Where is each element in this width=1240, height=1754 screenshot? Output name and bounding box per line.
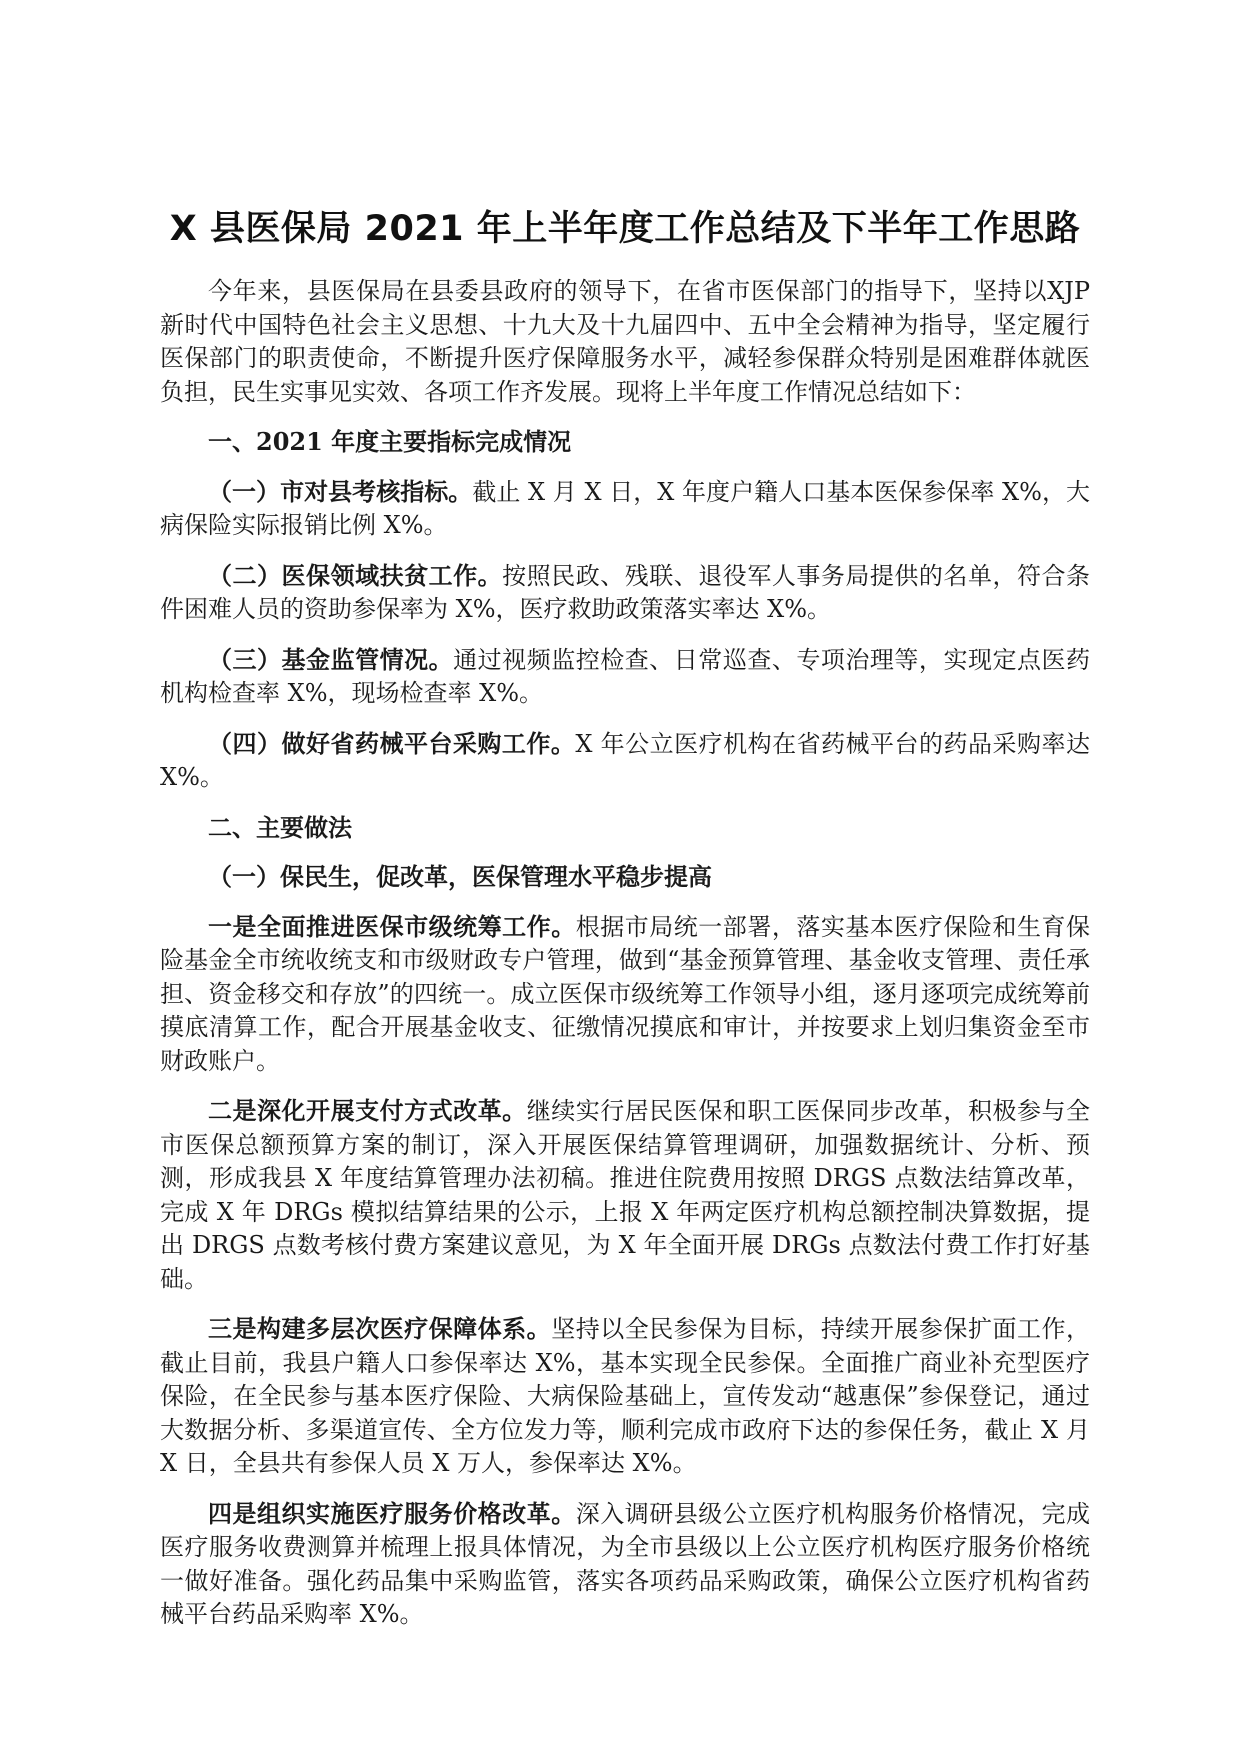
paragraph-text: 深入调研县级公立医疗机构服务价格情况，完成医疗服务收费测算并梳理上报具体情况，为全市县级以上公立医疗机构医疗服务价格统一做好准备。强化药品集中采购监管，落实各项药品采购政策，确保公立医疗机构省药械平台药品采购率 X%。: [160, 1499, 1091, 1628]
paragraph-lead: （一）市对县考核指标。: [208, 476, 473, 506]
paragraph-lead: 三是构建多层次医疗保障体系。: [208, 1314, 552, 1343]
paragraph-lead: 四是组织实施医疗服务价格改革。: [208, 1498, 576, 1528]
paragraph-text: X 年公立医疗机构在省药械平台的药品采购率达 X%。: [160, 729, 1090, 791]
document-title: X 县医保局 2021 年上半年度工作总结及下半年工作思路: [169, 209, 1081, 249]
paragraph-lead: （三）基金监管情况。: [208, 644, 454, 674]
subsection-heading: （一）保民生，促改革，医保管理水平稳步提高: [208, 862, 712, 891]
paragraph-text: 按照民政、残联、退役军人事务局提供的名单，符合条件困难人员的资助参保率为 X%，医疗救助政策落实率达 X%。: [160, 561, 1090, 623]
practice-paragraph-3: [160, 1312, 1090, 1481]
paragraph-text: 继续实行居民医保和职工医保同步改革，积极参与全市医保总额预算方案的制订，深入开展医保结算管理调研，加强数据统计、分析、预测，形成我县 X 年度结算管理办法初稿。推进住院费用按照 DRGS 点数法结算改革，完成 X 年 DRGs 模拟结算结果的公示，上报 X 年两定医疗机构总额控制决算数据，提出 DRGS 点数考核付费方案建议意见，为 X 年全面开展 DRGs 点数法付费工作打好基础。: [160, 1097, 1091, 1293]
paragraph-text: 通过视频监控检查、日常巡查、专项治理等，实现定点医药机构检查率 X%，现场检查率 X%。: [160, 645, 1091, 707]
section-heading-1: 一、2021 年度主要指标完成情况: [208, 427, 572, 456]
document-page: [160, 205, 1090, 1632]
paragraph-lead: 一是全面推进医保市级统筹工作。: [208, 911, 576, 941]
indicator-paragraph-3: [160, 643, 1090, 711]
paragraph-lead: （二）医保领域扶贫工作。: [208, 560, 503, 590]
paragraph-lead: （四）做好省药械平台采购工作。: [208, 728, 576, 758]
paragraph-text: 截止 X 月 X 日，X 年度户籍人口基本医保参保率 X%，大病保险实际报销比例 X%。: [160, 477, 1091, 539]
intro-paragraph: 今年来，县医保局在县委县政府的领导下，在省市医保部门的指导下，坚持以XJP新时代中国特色社会主义思想、十九大及十九届四中、五中全会精神为指导，坚定履行医保部门的职责使命，不断提升医疗保障服务水平，减轻参保群众特别是困难群体就医负担，民生实事见实效、各项工作齐发展。现将上半年度工作情况总结如下：: [160, 277, 1090, 406]
paragraph-text: 坚持以全民参保为目标，持续开展参保扩面工作，截止目前，我县户籍人口参保率达 X%，基本实现全民参保。全面推广商业补充型医疗保险，在全民参与基本医疗保险、大病保险基础上，宣传发动“越惠保”参保登记，通过大数据分析、多渠道宣传、全方位发力等，顺利完成市政府下达的参保任务，截止 X 月 X 日，全县共有参保人员 X 万人，参保率达 X%。: [160, 1315, 1091, 1477]
practice-paragraph-4: [160, 1497, 1090, 1632]
section-heading-2: 二、主要做法: [208, 812, 352, 842]
practice-paragraph-2: [160, 1094, 1090, 1296]
indicator-paragraph-1: [160, 475, 1090, 543]
paragraph-text: 根据市局统一部署，落实基本医疗保险和生育保险基金全市统收统支和市级财政专户管理，做到“基金预算管理、基金收支管理、责任承担、资金移交和存放”的四统一。成立医保市级统筹工作领导小组，逐月逐项完成统筹前摸底清算工作，配合开展基金收支、征缴情况摸底和审计，并按要求上划归集资金至市财政账户。: [160, 912, 1091, 1075]
indicator-paragraph-4: [160, 727, 1090, 795]
paragraph-lead: 二是深化开展支付方式改革。: [208, 1096, 527, 1125]
practice-paragraph-1: [160, 910, 1090, 1079]
indicator-paragraph-2: [160, 559, 1090, 627]
